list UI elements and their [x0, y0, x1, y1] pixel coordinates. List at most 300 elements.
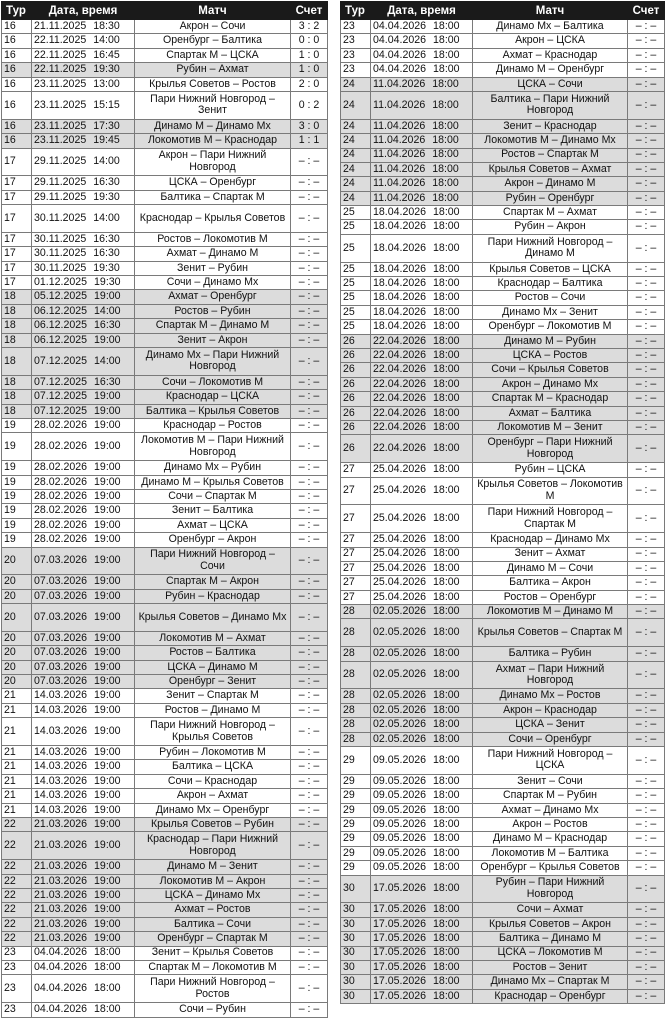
table-row: [341, 832, 665, 846]
table-row: [341, 349, 665, 363]
time-value: 18:00: [433, 903, 460, 916]
table-row: [2, 504, 328, 518]
score-cell: – : –: [291, 975, 328, 1003]
date-value: 21.03.2026: [34, 903, 88, 916]
score-cell: – : –: [291, 419, 328, 433]
time-value: 19:30: [93, 190, 120, 203]
match-cell: Динамо Мх – Спартак М: [473, 975, 628, 989]
date-value: 21.03.2026: [34, 817, 88, 830]
date-value: 29.11.2025: [34, 190, 87, 203]
match-cell: Пари Нижний Новгород – Крылья Советов: [135, 718, 291, 746]
table-row: [2, 461, 328, 475]
datetime-cell: [32, 404, 135, 418]
time-value: 19:00: [94, 789, 121, 802]
match-cell: Оренбург – Пари Нижний Новгород: [473, 435, 628, 463]
table-row: [341, 392, 665, 406]
datetime-cell: [32, 860, 135, 874]
match-cell: Пари Нижний Новгород – Сочи: [135, 547, 291, 575]
score-cell: – : –: [628, 20, 665, 34]
score-cell: – : –: [628, 320, 665, 334]
datetime-cell: [371, 561, 473, 575]
date-value: 18.04.2026: [373, 220, 427, 233]
datetime-cell: [32, 932, 135, 946]
table-row: [2, 319, 328, 333]
match-cell: Динамо Мх – Ростов: [473, 689, 628, 703]
datetime-cell: [32, 261, 135, 275]
table-row: [2, 247, 328, 261]
tour-cell: 16: [2, 77, 32, 91]
score-cell: – : –: [628, 533, 665, 547]
time-value: 18:00: [433, 377, 460, 390]
time-value: 19:00: [94, 504, 121, 517]
time-value: 17:30: [93, 119, 120, 132]
date-value: 22.04.2026: [373, 334, 427, 347]
tour-cell: 24: [341, 91, 371, 119]
table-row: [341, 774, 665, 788]
table-row: [2, 48, 328, 62]
match-cell: Краснодар – Пари Нижний Новгород: [135, 832, 291, 860]
tour-cell: 29: [341, 832, 371, 846]
date-value: 18.04.2026: [373, 305, 427, 318]
date-value: 21.03.2026: [34, 860, 88, 873]
match-cell: Рубин – ЦСКА: [473, 463, 628, 477]
date-value: 25.04.2026: [373, 511, 427, 524]
score-cell: 3 : 0: [291, 119, 328, 133]
tour-cell: 28: [341, 647, 371, 661]
table-row: [341, 91, 665, 119]
table-row: [341, 718, 665, 732]
score-cell: – : –: [291, 504, 328, 518]
score-cell: – : –: [291, 404, 328, 418]
datetime-cell: [32, 604, 135, 632]
score-cell: – : –: [291, 718, 328, 746]
date-value: 23.11.2025: [34, 77, 87, 90]
time-value: 19:00: [94, 554, 121, 567]
date-value: 02.05.2026: [373, 626, 427, 639]
match-cell: Сочи – Ахмат: [473, 903, 628, 917]
date-value: 02.05.2026: [373, 605, 427, 618]
tour-cell: 30: [341, 946, 371, 960]
score-cell: – : –: [291, 190, 328, 204]
date-value: 07.03.2026: [34, 646, 88, 659]
tour-cell: 22: [2, 917, 32, 931]
tour-cell: 22: [2, 888, 32, 902]
table-row: [2, 91, 328, 119]
score-cell: – : –: [291, 1003, 328, 1017]
date-value: 22.04.2026: [373, 363, 427, 376]
match-cell: Крылья Советов – Локомотив М: [473, 477, 628, 505]
tour-cell: 26: [341, 406, 371, 420]
score-cell: – : –: [628, 162, 665, 176]
match-cell: Акрон – Пари Нижний Новгород: [135, 148, 291, 176]
tour-cell: 28: [341, 661, 371, 689]
time-value: 18:00: [432, 162, 459, 175]
tour-cell: 28: [341, 703, 371, 717]
table-row: [341, 63, 665, 77]
date-value: 09.05.2026: [373, 789, 427, 802]
score-cell: – : –: [628, 917, 665, 931]
date-value: 21.03.2026: [34, 917, 88, 930]
header-match: Матч: [473, 2, 628, 20]
tour-cell: 23: [341, 20, 371, 34]
table-row: [2, 119, 328, 133]
table-row: [341, 206, 665, 220]
match-cell: Сочи – Локомотив М: [135, 375, 291, 389]
match-cell: Спартак М – Краснодар: [473, 392, 628, 406]
tour-cell: 16: [2, 134, 32, 148]
tour-cell: 20: [2, 547, 32, 575]
datetime-cell: [32, 703, 135, 717]
score-cell: 0 : 2: [291, 91, 328, 119]
time-value: 18:00: [433, 19, 460, 32]
score-cell: – : –: [628, 789, 665, 803]
score-cell: – : –: [628, 946, 665, 960]
match-cell: Балтика – Динамо М: [473, 932, 628, 946]
time-value: 18:00: [433, 48, 460, 61]
header-tour: Тур: [2, 2, 32, 20]
table-row: [341, 320, 665, 334]
score-cell: – : –: [628, 63, 665, 77]
table-row: [2, 660, 328, 674]
score-cell: – : –: [628, 277, 665, 291]
datetime-cell: [32, 232, 135, 246]
table-row: [2, 932, 328, 946]
date-value: 07.03.2026: [34, 554, 88, 567]
match-cell: Спартак М – Локомотив М: [135, 960, 291, 974]
tour-cell: 27: [341, 576, 371, 590]
time-value: 18:00: [433, 561, 460, 574]
datetime-cell: [32, 134, 135, 148]
date-value: 04.04.2026: [373, 34, 427, 47]
time-value: 19:00: [94, 489, 121, 502]
date-value: 28.02.2026: [34, 440, 88, 453]
tour-cell: 25: [341, 277, 371, 291]
tour-cell: 21: [2, 803, 32, 817]
date-value: 14.03.2026: [34, 803, 88, 816]
date-value: 14.03.2026: [34, 774, 88, 787]
match-cell: Краснодар – Оренбург: [473, 989, 628, 1003]
match-cell: Балтика – Спартак М: [135, 190, 291, 204]
date-value: 17.05.2026: [373, 946, 427, 959]
date-value: 22.04.2026: [373, 348, 427, 361]
tour-cell: 24: [341, 134, 371, 148]
match-cell: Рубин – Пари Нижний Новгород: [473, 875, 628, 903]
score-cell: – : –: [628, 832, 665, 846]
date-value: 22.11.2025: [34, 63, 87, 76]
match-cell: Акрон – Краснодар: [473, 703, 628, 717]
datetime-cell: [371, 363, 473, 377]
match-cell: Локомотив М – Динамо М: [473, 605, 628, 619]
tour-cell: 19: [2, 518, 32, 532]
time-value: 18:00: [433, 932, 460, 945]
table-row: [2, 176, 328, 190]
score-cell: – : –: [628, 420, 665, 434]
tour-cell: 28: [341, 718, 371, 732]
datetime-cell: [32, 888, 135, 902]
datetime-cell: [371, 832, 473, 846]
datetime-cell: [371, 77, 473, 91]
tour-cell: 25: [341, 305, 371, 319]
score-cell: – : –: [291, 760, 328, 774]
date-value: 21.03.2026: [34, 874, 88, 887]
date-value: 21.03.2026: [34, 888, 88, 901]
time-value: 18:00: [94, 981, 121, 994]
time-value: 18:00: [433, 63, 460, 76]
header-datetime: Дата, время: [32, 2, 135, 20]
tour-cell: 27: [341, 533, 371, 547]
score-cell: – : –: [628, 463, 665, 477]
time-value: 18:00: [433, 960, 460, 973]
table-row: [2, 547, 328, 575]
date-value: 30.11.2025: [34, 232, 87, 245]
score-cell: – : –: [291, 832, 328, 860]
score-cell: – : –: [628, 191, 665, 205]
table-header: [2, 2, 328, 20]
datetime-cell: [371, 262, 473, 276]
date-value: 29.11.2025: [34, 155, 87, 168]
datetime-cell: [371, 177, 473, 191]
datetime-cell: [371, 377, 473, 391]
date-value: 23.11.2025: [34, 119, 87, 132]
time-value: 14:00: [93, 211, 120, 224]
match-cell: Краснодар – Крылья Советов: [135, 205, 291, 233]
date-value: 09.05.2026: [373, 846, 427, 859]
time-value: 18:00: [432, 134, 459, 147]
datetime-cell: [32, 975, 135, 1003]
tour-cell: 19: [2, 475, 32, 489]
date-value: 21.11.2025: [34, 19, 87, 32]
match-cell: Сочи – Спартак М: [135, 489, 291, 503]
time-value: 18:00: [433, 946, 460, 959]
match-cell: Зенит – Акрон: [135, 333, 291, 347]
table-row: [341, 277, 665, 291]
match-cell: Динамо М – Оренбург: [473, 63, 628, 77]
date-value: 04.04.2026: [373, 48, 427, 61]
datetime-cell: [371, 435, 473, 463]
tour-cell: 23: [2, 960, 32, 974]
tour-cell: 17: [2, 276, 32, 290]
match-cell: ЦСКА – Локомотив М: [473, 946, 628, 960]
table-row: [341, 975, 665, 989]
date-value: 09.05.2026: [373, 861, 427, 874]
datetime-cell: [371, 975, 473, 989]
tour-cell: 16: [2, 119, 32, 133]
time-value: 18:00: [433, 846, 460, 859]
table-row: [2, 148, 328, 176]
score-cell: – : –: [628, 505, 665, 533]
date-value: 07.03.2026: [34, 675, 88, 688]
datetime-cell: [371, 91, 473, 119]
score-cell: – : –: [291, 789, 328, 803]
tour-cell: 26: [341, 334, 371, 348]
tour-cell: 20: [2, 660, 32, 674]
tour-cell: 25: [341, 220, 371, 234]
score-cell: – : –: [291, 375, 328, 389]
time-value: 18:00: [433, 718, 460, 731]
tour-cell: 30: [341, 917, 371, 931]
match-cell: ЦСКА – Ростов: [473, 349, 628, 363]
match-cell: Ростов – Локомотив М: [135, 232, 291, 246]
score-cell: – : –: [291, 960, 328, 974]
tour-cell: 19: [2, 504, 32, 518]
table-row: [341, 647, 665, 661]
table-row: [341, 661, 665, 689]
datetime-cell: [32, 960, 135, 974]
table-row: [341, 547, 665, 561]
datetime-cell: [32, 689, 135, 703]
time-value: 18:00: [433, 484, 460, 497]
date-value: 14.03.2026: [34, 689, 88, 702]
date-value: 17.05.2026: [373, 975, 427, 988]
datetime-cell: [371, 48, 473, 62]
datetime-cell: [371, 917, 473, 931]
datetime-cell: [371, 334, 473, 348]
score-cell: – : –: [291, 774, 328, 788]
tour-cell: 17: [2, 261, 32, 275]
score-cell: – : –: [291, 205, 328, 233]
match-cell: Динамо М – Сочи: [473, 561, 628, 575]
score-cell: – : –: [291, 533, 328, 547]
tour-cell: 29: [341, 861, 371, 875]
score-cell: – : –: [291, 461, 328, 475]
score-cell: – : –: [628, 134, 665, 148]
table-row: [341, 576, 665, 590]
time-value: 18:00: [433, 277, 460, 289]
match-cell: Локомотив М – Пари Нижний Новгород: [135, 433, 291, 461]
table-row: [2, 190, 328, 204]
datetime-cell: [371, 533, 473, 547]
tour-cell: 18: [2, 375, 32, 389]
datetime-cell: [371, 846, 473, 860]
date-value: 18.04.2026: [373, 291, 427, 304]
match-cell: Спартак М – ЦСКА: [135, 48, 291, 62]
score-cell: – : –: [291, 276, 328, 290]
time-value: 18:30: [93, 19, 120, 32]
score-cell: – : –: [291, 660, 328, 674]
tour-cell: 24: [341, 162, 371, 176]
date-value: 22.11.2025: [34, 48, 87, 61]
table-row: [2, 789, 328, 803]
table-row: [2, 888, 328, 902]
match-cell: ЦСКА – Динамо М: [135, 660, 291, 674]
datetime-cell: [32, 348, 135, 376]
date-value: 22.04.2026: [373, 392, 427, 405]
time-value: 19:00: [94, 760, 121, 773]
table-row: [2, 646, 328, 660]
table-row: [341, 406, 665, 420]
match-cell: Сочи – Оренбург: [473, 732, 628, 746]
time-value: 18:00: [433, 547, 460, 560]
datetime-cell: [32, 760, 135, 774]
time-value: 16:30: [94, 375, 121, 388]
tour-cell: 20: [2, 631, 32, 645]
datetime-cell: [371, 505, 473, 533]
table-row: [341, 148, 665, 162]
date-value: 17.05.2026: [373, 903, 427, 916]
score-cell: – : –: [628, 747, 665, 775]
table-row: [2, 975, 328, 1003]
time-value: 19:00: [94, 903, 121, 916]
score-cell: – : –: [628, 619, 665, 647]
datetime-cell: [32, 20, 135, 34]
tour-cell: 23: [2, 1003, 32, 1017]
date-value: 04.04.2026: [34, 1003, 88, 1016]
match-cell: Ахмат – Оренбург: [135, 290, 291, 304]
date-value: 06.12.2025: [34, 319, 88, 332]
datetime-cell: [371, 34, 473, 48]
time-value: 19:00: [94, 461, 121, 474]
time-value: 18:00: [433, 917, 460, 930]
score-cell: 0 : 0: [291, 34, 328, 48]
score-cell: – : –: [628, 349, 665, 363]
table-row: [341, 220, 665, 234]
match-cell: Сочи – Краснодар: [135, 774, 291, 788]
tour-cell: 18: [2, 390, 32, 404]
datetime-cell: [32, 917, 135, 931]
score-cell: – : –: [628, 377, 665, 391]
table-row: [2, 760, 328, 774]
tour-cell: 30: [341, 932, 371, 946]
match-cell: Ростов – Сочи: [473, 291, 628, 305]
score-cell: – : –: [628, 774, 665, 788]
match-cell: Оренбург – Крылья Советов: [473, 861, 628, 875]
table-row: [341, 561, 665, 575]
time-value: 18:00: [433, 206, 460, 219]
datetime-cell: [371, 718, 473, 732]
date-value: 07.12.2025: [34, 354, 88, 367]
datetime-cell: [32, 419, 135, 433]
match-cell: Ахмат – Пари Нижний Новгород: [473, 661, 628, 689]
time-value: 18:00: [433, 442, 460, 454]
table-row: [341, 34, 665, 48]
date-value: 07.03.2026: [34, 589, 88, 602]
table-row: [2, 404, 328, 418]
time-value: 19:00: [94, 888, 121, 901]
match-cell: Пари Нижний Новгород – Зенит: [135, 91, 291, 119]
score-cell: 1 : 1: [291, 134, 328, 148]
score-cell: – : –: [291, 932, 328, 946]
table-row: [2, 689, 328, 703]
time-value: 19:00: [94, 675, 121, 688]
tour-cell: 21: [2, 746, 32, 760]
tour-cell: 22: [2, 860, 32, 874]
score-cell: – : –: [291, 874, 328, 888]
date-value: 28.02.2026: [34, 504, 88, 517]
score-cell: – : –: [628, 875, 665, 903]
tour-cell: 23: [2, 975, 32, 1003]
tour-cell: 25: [341, 320, 371, 334]
tour-cell: 27: [341, 561, 371, 575]
match-cell: Крылья Советов – Рубин: [135, 818, 291, 832]
header-datetime: Дата, время: [371, 2, 473, 20]
date-value: 09.05.2026: [373, 753, 427, 766]
match-cell: Динамо Мх – Балтика: [473, 20, 628, 34]
datetime-cell: [371, 20, 473, 34]
date-value: 09.05.2026: [373, 803, 427, 816]
time-value: 19:30: [93, 261, 120, 274]
match-cell: Пари Нижний Новгород – Спартак М: [473, 505, 628, 533]
table-row: [2, 261, 328, 275]
tour-cell: 16: [2, 48, 32, 62]
match-cell: Акрон – Ростов: [473, 818, 628, 832]
date-value: 17.05.2026: [373, 882, 427, 895]
tour-cell: 22: [2, 932, 32, 946]
tour-cell: 27: [341, 477, 371, 505]
table-row: [341, 803, 665, 817]
score-cell: – : –: [628, 477, 665, 505]
table-row: [2, 903, 328, 917]
score-cell: – : –: [628, 718, 665, 732]
